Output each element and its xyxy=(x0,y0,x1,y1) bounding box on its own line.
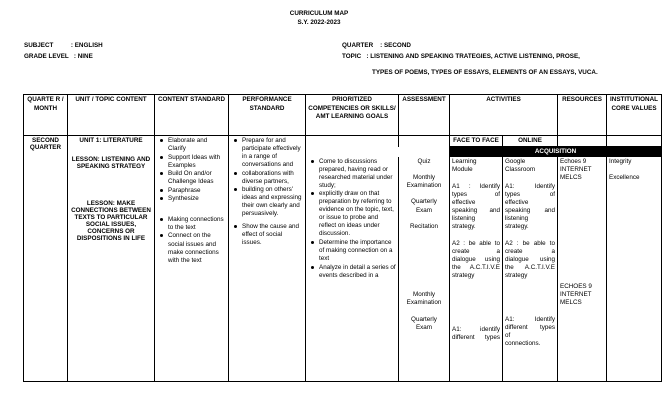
document-title: CURRICULUM MAP xyxy=(289,10,349,17)
face-to-face-line xyxy=(452,174,500,182)
lesson-listening: LESSON: LISTENING AND SPEAKING STRATEGY xyxy=(71,156,151,170)
col-header-activities: ACTIVITIES xyxy=(450,95,558,136)
content-standard-item: Connect on the social issues and make connections with the text xyxy=(168,232,226,264)
acquisition-banner: ACQUISITION xyxy=(450,147,662,157)
online-line xyxy=(505,174,555,182)
face-to-face-line: the A.C.T.I.V.E xyxy=(452,264,500,272)
face-to-face-line: listening xyxy=(452,215,476,223)
assessment-line: Quiz xyxy=(417,157,431,165)
quarter-cell: SECOND QUARTER xyxy=(24,136,68,382)
resource-line: MELCS xyxy=(560,298,582,306)
face-to-face-line: types of xyxy=(452,190,500,198)
content-standard-cell xyxy=(155,136,229,382)
face-to-face-line: Module xyxy=(452,166,473,174)
online-line: Google xyxy=(505,158,526,165)
face-to-face-line: dialogue using xyxy=(452,256,500,264)
competencies-cell xyxy=(306,157,399,382)
assessment-line: Quarterly xyxy=(411,198,437,206)
face-to-face-header: FACE TO FACE xyxy=(450,136,503,147)
quarter-line: QUARTER : SECOND xyxy=(342,42,411,49)
col-header-resources: RESOURCES xyxy=(558,95,607,136)
assessment-line xyxy=(401,215,447,223)
core-values-cell xyxy=(607,157,662,382)
performance-standard-item: building on others' ideas and expressing their own clearly and persuasively. xyxy=(242,186,302,218)
core-values-top-cell xyxy=(607,136,662,147)
online-line: create a xyxy=(505,247,556,255)
online-line: of xyxy=(505,331,511,339)
col-header-quarter: QUARTE R / MONTH xyxy=(24,95,68,136)
online-line: A1: Identify xyxy=(505,182,556,190)
face-to-face-line: strategy. xyxy=(452,223,476,231)
online-line: effective xyxy=(505,198,529,206)
online-line: strategy xyxy=(505,272,528,280)
face-to-face-line: A1 : Identify xyxy=(452,182,500,190)
table-header-row xyxy=(24,95,662,136)
col-header-core-values: INSTITUTIONAL CORE VALUES xyxy=(607,95,662,136)
assessment-line: Recitation xyxy=(409,222,438,230)
assessment-line: Exam xyxy=(415,206,433,214)
online-line: the A.C.T.I.V.E xyxy=(505,264,556,272)
content-standard-item: Elaborate and Clarify xyxy=(168,137,226,153)
performance-standard-list-2 xyxy=(231,223,303,247)
online-line: listening xyxy=(505,215,529,223)
col-header-content-standard: CONTENT STANDARD xyxy=(155,95,229,136)
online-header: ONLINE xyxy=(503,136,558,147)
lesson-connections: LESSON: MAKE CONNECTIONS BETWEEN TEXTS TO PARTICULAR SOCIAL ISSUES, CONCERNS OR DISPOSITIONS IN LIFE xyxy=(71,200,151,242)
resource-line: INTERNET xyxy=(560,166,592,174)
online-line: A1: Identify xyxy=(505,315,556,323)
online-line: connections. xyxy=(505,340,541,348)
face-to-face-line: different types xyxy=(452,333,500,341)
face-to-face-line: create a xyxy=(452,247,500,255)
assessment-line xyxy=(401,166,447,174)
assessment-line: Monthly xyxy=(412,173,436,181)
assessment-line: Monthly xyxy=(412,291,436,299)
competencies-top-cell xyxy=(306,136,399,147)
face-to-face-line: strategy xyxy=(452,272,475,280)
assessment-line xyxy=(401,307,447,315)
face-to-face-cell xyxy=(450,157,503,382)
face-to-face-line: A1: identify xyxy=(452,325,500,333)
online-line: Classroom xyxy=(505,166,536,174)
topic-line: TOPIC : LISTENING AND SPEAKING TRATEGIES, ACTIVE LISTENING, PROSE, xyxy=(342,53,580,60)
content-standard-list xyxy=(157,137,226,203)
online-cell xyxy=(503,157,558,382)
resource-line: INTERNET xyxy=(560,290,592,298)
competency-item: explicitly draw on that preparation by referring to evidence on the topic, text, or issue to probe and reflect on ideas under discussion. xyxy=(319,190,396,238)
col-header-unit: UNIT / TOPIC CONTENT xyxy=(68,95,155,136)
content-standard-item: Build On and/or Challenge Ideas xyxy=(168,170,226,186)
online-line: different types xyxy=(505,323,556,331)
unit-cell xyxy=(68,136,155,382)
assessment-line: Quarterly xyxy=(411,315,437,323)
assessment-top-cell xyxy=(399,136,450,147)
unit-title: UNIT 1: LITERATURE xyxy=(79,137,143,144)
topic-line-continued: TYPES OF POEMS, TYPES OF ESSAYS, ELEMENTS OF AN ESSAYS, VUCA. xyxy=(372,69,598,76)
face-to-face-line: speaking and xyxy=(452,207,500,215)
face-to-face-line: effective xyxy=(452,198,476,206)
online-line: strategy. xyxy=(505,223,529,231)
resource-line: ECHOES 9 xyxy=(560,282,592,290)
performance-standard-item: Prepare for and participate effectively in a range of conversations and xyxy=(242,137,303,169)
performance-standard-list xyxy=(231,137,303,218)
col-header-assessment: ASSESSMENT xyxy=(399,95,450,136)
resources-top-cell xyxy=(558,136,607,147)
online-line: dialogue using xyxy=(505,256,556,264)
col-header-competencies: PRIORITIZED COMPETENCIES OR SKILLS/ AMT LEARNING GOALS xyxy=(306,95,399,136)
online-line xyxy=(505,232,555,240)
online-line: A2 : be able to xyxy=(505,239,556,247)
core-value-line: Integrity xyxy=(609,158,632,165)
core-value-line: Excellence xyxy=(609,174,640,182)
competency-item: Determine the importance of making connection on a text xyxy=(319,239,396,263)
col-header-performance-standard: PERFORMANCE STANDARD xyxy=(229,95,306,136)
performance-standard-item: collaborations with diverse partners, xyxy=(242,170,303,186)
assessment-line: Examination xyxy=(406,299,442,307)
online-line: types of xyxy=(505,190,556,198)
face-to-face-line: A2 : be able to xyxy=(452,239,500,247)
resource-line: Echoes 9 xyxy=(560,158,587,165)
curriculum-map-table xyxy=(23,94,662,382)
competency-item: Come to discussions prepared, having read or researched material under study; xyxy=(319,158,396,190)
resource-line: MELCS xyxy=(560,174,582,182)
sub-header-row xyxy=(24,136,662,147)
competency-item: Analyze in detail a series of events described in a xyxy=(319,263,396,279)
content-standard-list-2 xyxy=(157,216,226,265)
assessment-cell xyxy=(399,157,450,382)
face-to-face-line xyxy=(452,232,500,240)
content-standard-item: Synthesize xyxy=(168,195,226,203)
assessment-line: Examination xyxy=(406,182,442,190)
assessment-line: Exam xyxy=(415,323,433,331)
school-year: S.Y. 2022-2023 xyxy=(297,19,341,26)
grade-level-line: GRADE LEVEL : NINE xyxy=(24,53,93,60)
core-value-line xyxy=(609,166,659,174)
performance-standard-cell xyxy=(229,136,306,382)
face-to-face-line: Learning xyxy=(452,158,477,165)
content-standard-item: Making connections to the text xyxy=(168,216,226,232)
performance-standard-item: Show the cause and effect of social issues. xyxy=(242,223,303,247)
content-standard-item: Paraphrase xyxy=(168,187,226,195)
assessment-line xyxy=(401,190,447,198)
resources-cell xyxy=(558,157,607,382)
competencies-list xyxy=(308,158,396,280)
content-standard-item: Support Ideas with Examples xyxy=(168,154,226,170)
online-line: speaking and xyxy=(505,207,556,215)
subject-line: SUBJECT : ENGLISH xyxy=(24,42,103,49)
